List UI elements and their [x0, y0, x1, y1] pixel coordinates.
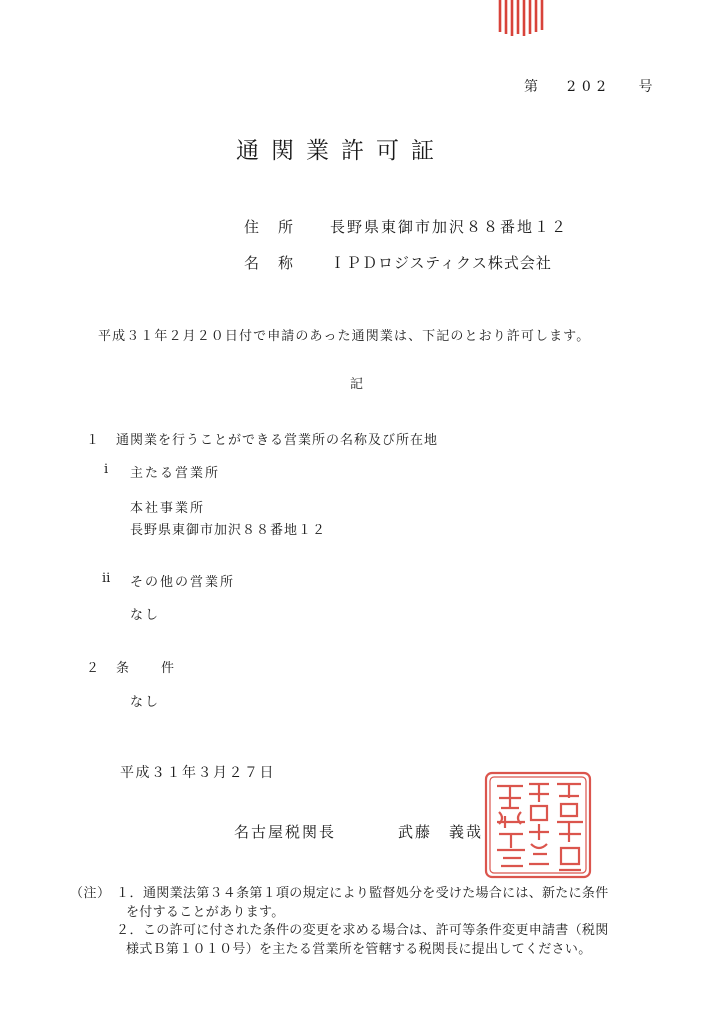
doc-number-suffix: 号 [638, 79, 655, 95]
section2-value: なし [130, 695, 161, 710]
section1-number: １ [86, 433, 102, 448]
sub1-heading: 主たる営業所 [130, 466, 221, 481]
note2-line2: 様式Ｂ第１０１０号）を主たる営業所を管轄する税関長に提出してください。 [126, 942, 592, 957]
issuer-name: 武藤 義哉 [398, 823, 484, 841]
issue-date: 平成３１年３月２７日 [120, 765, 275, 781]
address-label: 住 所 [244, 218, 296, 236]
sub2-heading: その他の営業所 [130, 575, 236, 590]
issuer-title: 名古屋税関長 [234, 823, 337, 841]
name-label: 名 称 [244, 254, 296, 272]
section2-heading: 条 件 [116, 661, 177, 676]
note2-line1: この許可に付された条件の変更を求める場合は、許可等条件変更申請書（税関 [143, 923, 609, 938]
sub1-marker: ⅰ [104, 462, 111, 477]
notes-label: （注） [70, 886, 111, 901]
intro-text: 平成３１年２月２０日付で申請のあった通関業は、下記のとおり許可します。 [98, 329, 591, 344]
doc-number-prefix: 第 [524, 79, 540, 95]
page-title: 通関業許可証 [236, 138, 446, 164]
section1-heading: 通関業を行うことができる営業所の名称及び所在地 [116, 433, 439, 448]
stamp-fragment [496, 0, 546, 40]
sub1-office-name: 本社事業所 [130, 501, 206, 516]
document-number [524, 76, 655, 96]
note1-line1: 通関業法第３４条第１項の規定により監督処分を受けた場合には、新たに条件 [143, 886, 609, 901]
sub2-marker: ⅱ [102, 571, 113, 586]
company-name: ＩＰＤロジスティクス株式会社 [330, 254, 552, 272]
address-value: 長野県東御市加沢８８番地１２ [330, 218, 569, 236]
section2-number: ２ [86, 661, 102, 676]
official-seal [483, 770, 593, 880]
sub1-office-address: 長野県東御市加沢８８番地１２ [130, 523, 327, 538]
note2-number: ２． [116, 923, 144, 938]
sub2-value: なし [130, 608, 161, 623]
ki-heading: 記 [350, 377, 366, 392]
note1-number: １． [116, 886, 144, 901]
doc-number-value: 202 [566, 79, 612, 95]
note1-line2: を付することがあります。 [126, 905, 285, 920]
